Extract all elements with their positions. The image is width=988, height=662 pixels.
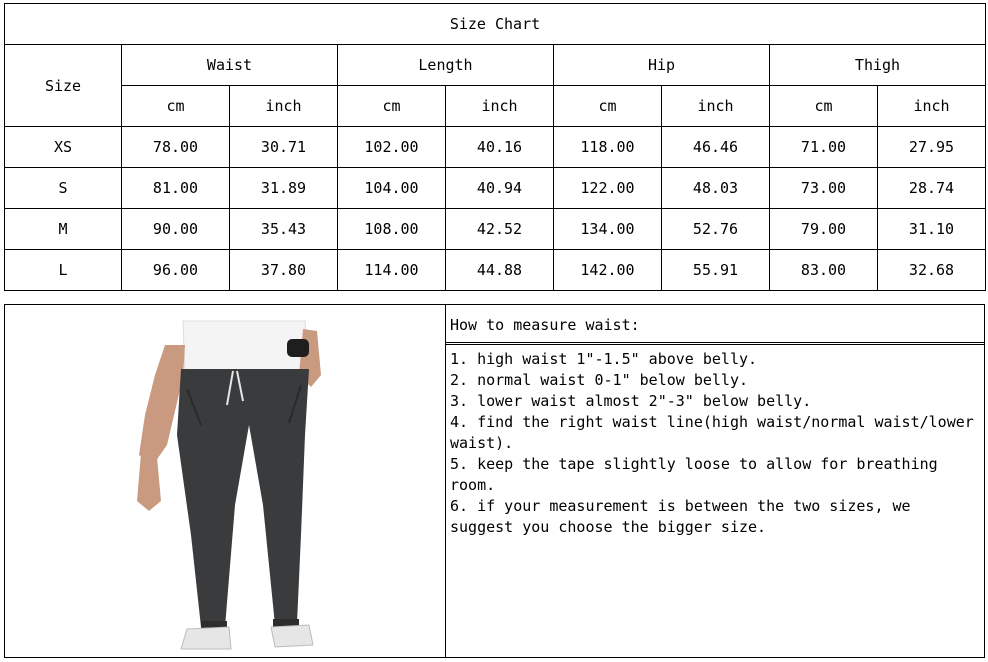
value-cell: 42.52 bbox=[446, 209, 554, 250]
value-cell: 104.00 bbox=[338, 168, 446, 209]
value-cell: 52.76 bbox=[662, 209, 770, 250]
value-cell: 114.00 bbox=[338, 250, 446, 291]
howto-instructions bbox=[446, 344, 984, 657]
value-cell: 44.88 bbox=[446, 250, 554, 291]
unit-header: cm bbox=[122, 86, 230, 127]
table-row bbox=[5, 250, 986, 291]
value-cell: 81.00 bbox=[122, 168, 230, 209]
value-cell: 40.94 bbox=[446, 168, 554, 209]
size-cell: M bbox=[5, 209, 122, 250]
value-cell: 78.00 bbox=[122, 127, 230, 168]
value-cell: 37.80 bbox=[230, 250, 338, 291]
size-cell: S bbox=[5, 168, 122, 209]
group-header-length: Length bbox=[338, 45, 554, 86]
howto-item: 5. keep the tape slightly loose to allow for breathing room. bbox=[450, 455, 938, 494]
measure-panel bbox=[4, 304, 985, 658]
table-title: Size Chart bbox=[5, 4, 986, 45]
value-cell: 31.89 bbox=[230, 168, 338, 209]
value-cell: 46.46 bbox=[662, 127, 770, 168]
table-row bbox=[5, 209, 986, 250]
howto-item: 4. find the right waist line(high waist/normal waist/lower waist). bbox=[450, 413, 974, 452]
table-row bbox=[5, 127, 986, 168]
value-cell: 32.68 bbox=[878, 250, 986, 291]
group-header-hip: Hip bbox=[554, 45, 770, 86]
unit-header: cm bbox=[338, 86, 446, 127]
value-cell: 122.00 bbox=[554, 168, 662, 209]
unit-header-row bbox=[5, 86, 986, 127]
howto-item: 6. if your measurement is between the two sizes, we suggest you choose the bigger size. bbox=[450, 497, 911, 536]
value-cell: 71.00 bbox=[770, 127, 878, 168]
value-cell: 31.10 bbox=[878, 209, 986, 250]
unit-header: cm bbox=[554, 86, 662, 127]
size-header: Size bbox=[5, 45, 122, 127]
value-cell: 118.00 bbox=[554, 127, 662, 168]
size-cell: L bbox=[5, 250, 122, 291]
howto-item: 2. normal waist 0-1" below belly. bbox=[450, 371, 749, 389]
value-cell: 73.00 bbox=[770, 168, 878, 209]
unit-header: inch bbox=[662, 86, 770, 127]
value-cell: 28.74 bbox=[878, 168, 986, 209]
howto-item: 3. lower waist almost 2"-3" below belly. bbox=[450, 392, 812, 410]
value-cell: 90.00 bbox=[122, 209, 230, 250]
value-cell: 27.95 bbox=[878, 127, 986, 168]
table-row bbox=[5, 168, 986, 209]
value-cell: 79.00 bbox=[770, 209, 878, 250]
value-cell: 108.00 bbox=[338, 209, 446, 250]
value-cell: 134.00 bbox=[554, 209, 662, 250]
value-cell: 142.00 bbox=[554, 250, 662, 291]
size-cell: XS bbox=[5, 127, 122, 168]
value-cell: 83.00 bbox=[770, 250, 878, 291]
group-header-thigh: Thigh bbox=[770, 45, 986, 86]
value-cell: 48.03 bbox=[662, 168, 770, 209]
value-cell: 35.43 bbox=[230, 209, 338, 250]
howto-item: 1. high waist 1"-1.5" above belly. bbox=[450, 350, 758, 368]
howto-title: How to measure waist: bbox=[446, 305, 984, 343]
unit-header: inch bbox=[878, 86, 986, 127]
unit-header: inch bbox=[230, 86, 338, 127]
value-cell: 40.16 bbox=[446, 127, 554, 168]
value-cell: 55.91 bbox=[662, 250, 770, 291]
value-cell: 30.71 bbox=[230, 127, 338, 168]
unit-header: inch bbox=[446, 86, 554, 127]
pants-model-illustration bbox=[5, 305, 445, 657]
value-cell: 102.00 bbox=[338, 127, 446, 168]
unit-header: cm bbox=[770, 86, 878, 127]
pants-model-photo bbox=[5, 305, 446, 657]
size-chart-table bbox=[4, 3, 986, 291]
value-cell: 96.00 bbox=[122, 250, 230, 291]
group-header-waist: Waist bbox=[122, 45, 338, 86]
